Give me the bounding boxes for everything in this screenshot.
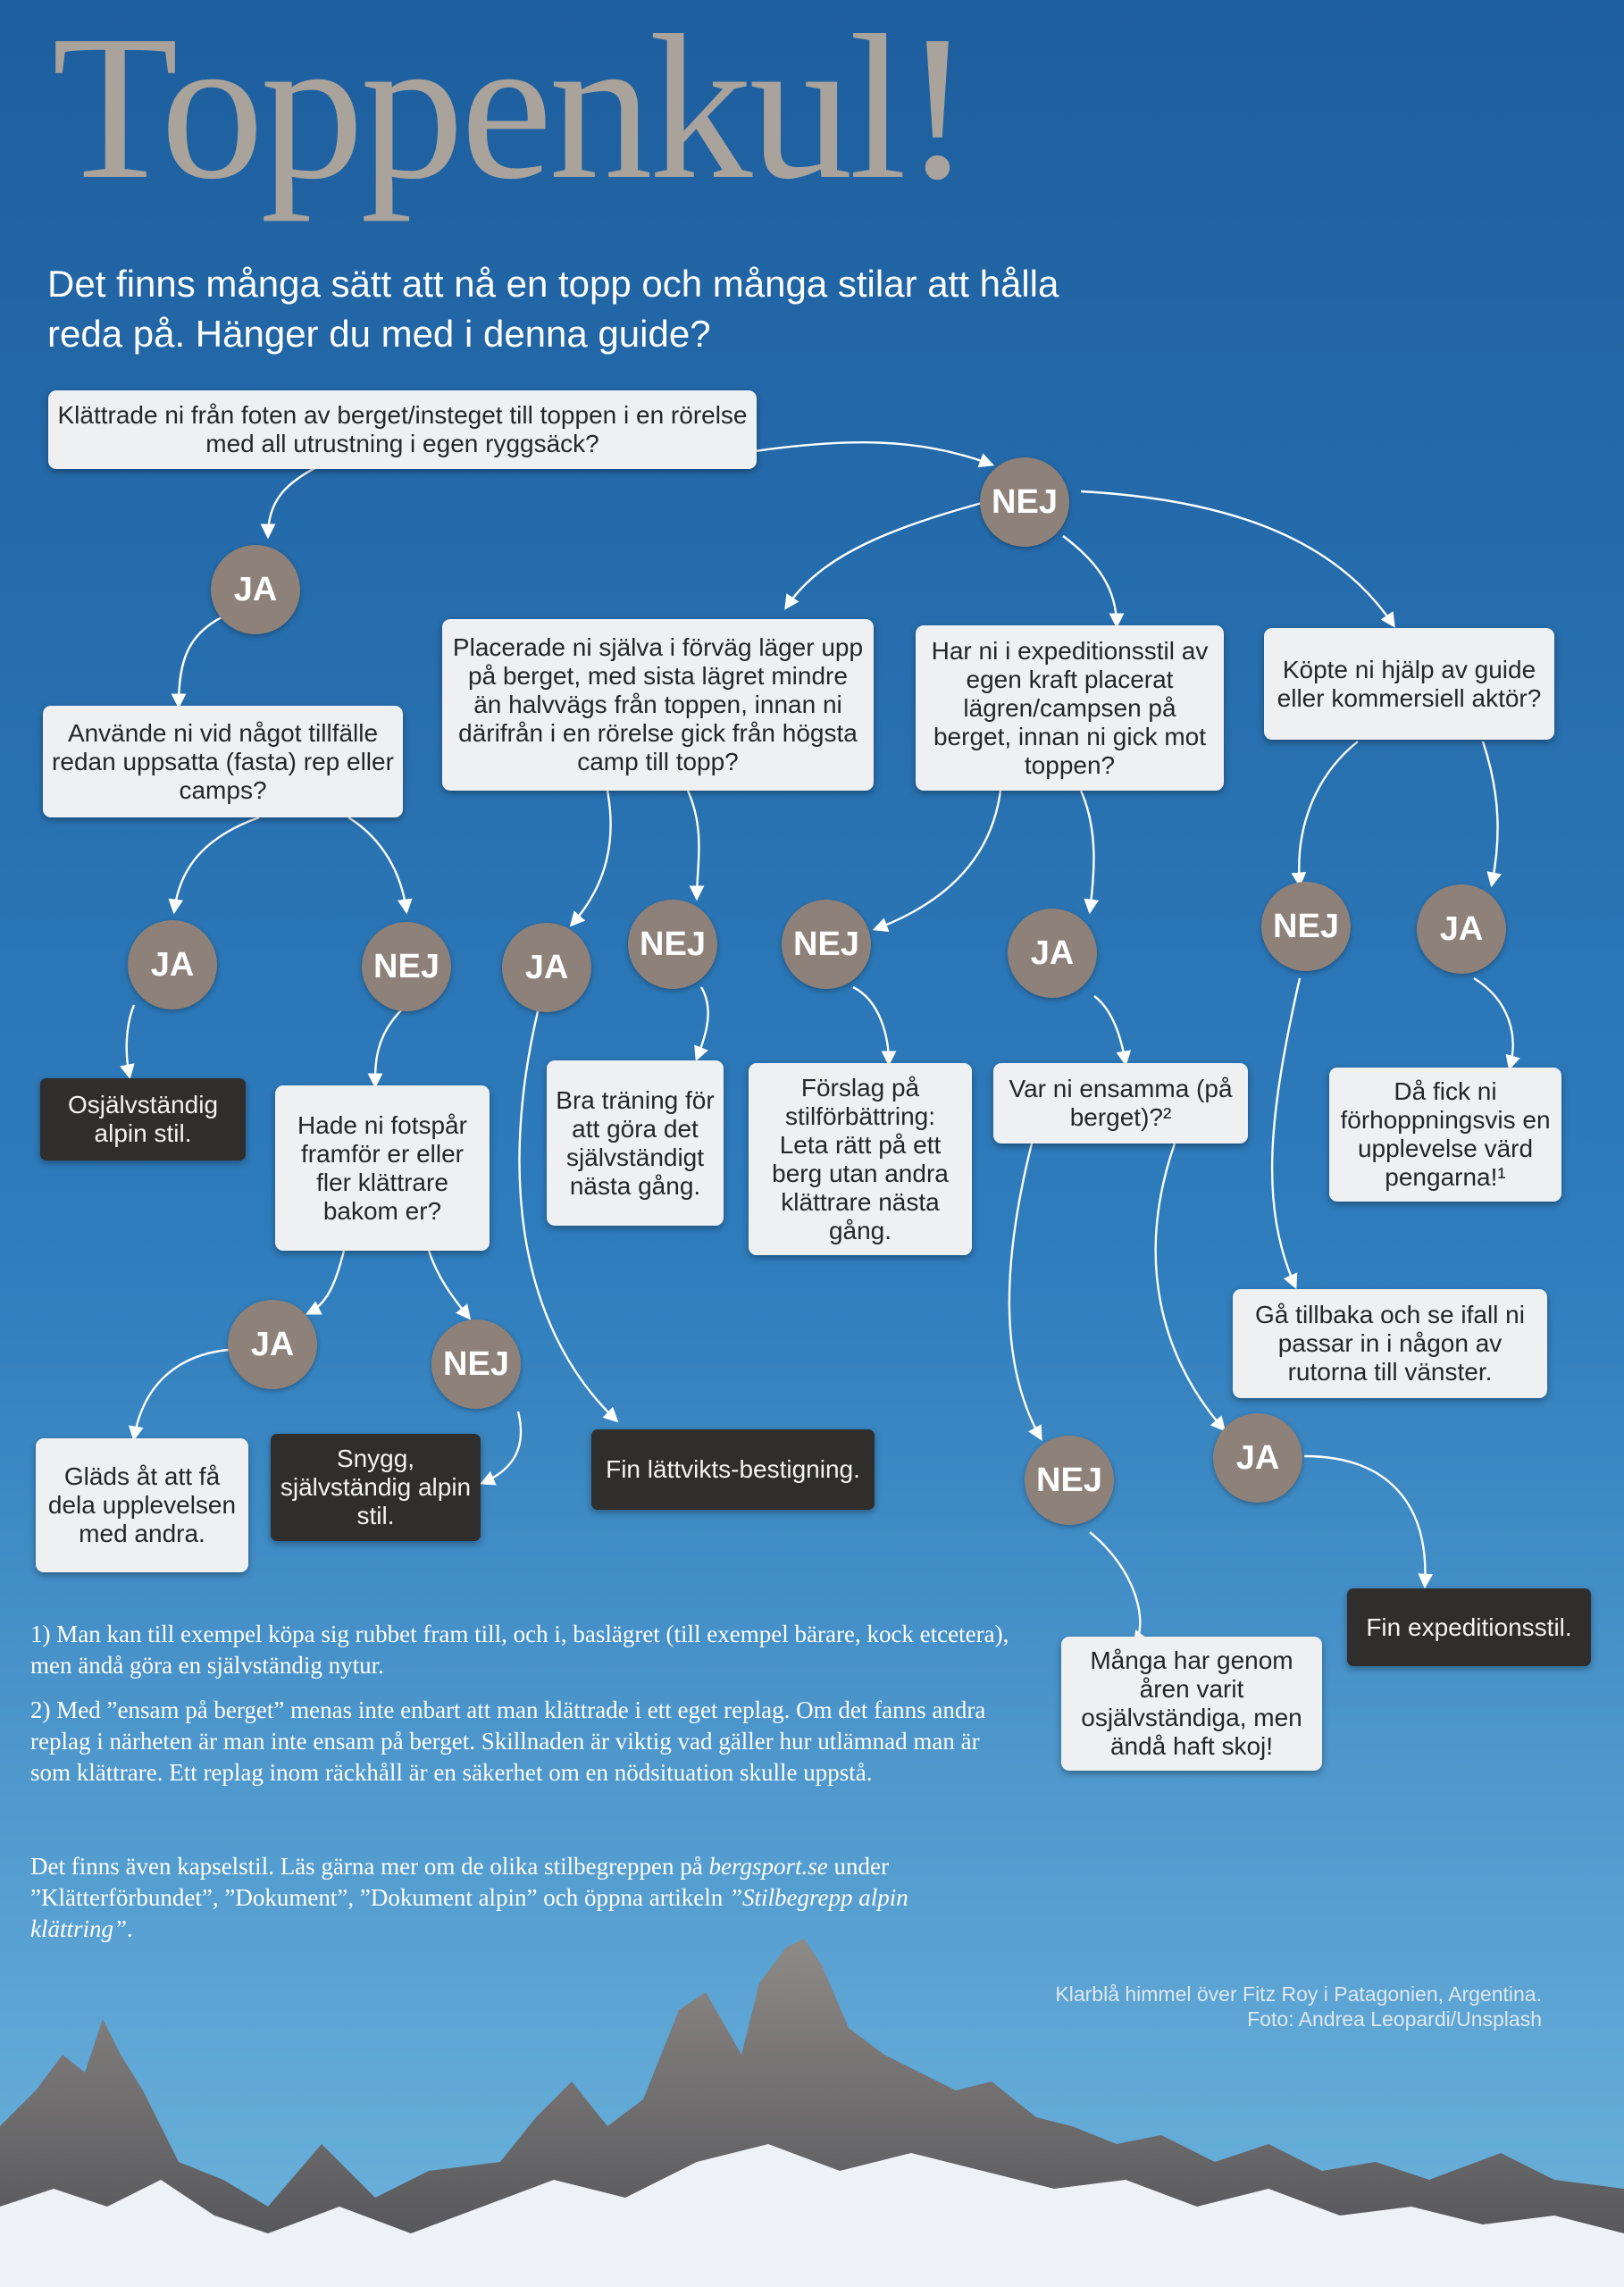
result-expedition-style: Fin expeditionsstil.	[1347, 1588, 1591, 1666]
answer-style-suggestion: Förslag på stilförbättring: Leta rätt på ett berg utan andra klättrare nästa gång.	[749, 1063, 972, 1255]
answer-share-experience: Gläds åt att få dela upplevelsen med andra.	[36, 1438, 248, 1572]
more-info-text	[30, 1851, 968, 1945]
result-lightweight-ascent: Fin lättvikts-bestigning.	[591, 1429, 875, 1510]
no-circle-fixed: NEJ	[362, 922, 451, 1011]
yes-circle-footsteps: JA	[228, 1300, 317, 1389]
question-footsteps: Hade ni fotspår framför er eller fler klättrare bakom er?	[275, 1085, 490, 1251]
yes-circle-expedition: JA	[1008, 909, 1097, 998]
no-circle-q1: NEJ	[980, 457, 1069, 547]
answer-go-back: Gå tillbaka och se ifall ni passar in i någon av rutorna till vänster.	[1233, 1289, 1547, 1398]
footnote-2: 2) Med ”ensam på berget” menas inte enbart att man klättrade i ett eget replag. Om det fanns andra replag i närheten är man inte ensam på berget. Skillnaden är viktig vad gäller hur utlämnad man är som klättrare. Ett replag inom räckhåll är en säkerhet om en nödsituation skulle uppstå.	[30, 1696, 986, 1786]
no-circle-expedition: NEJ	[782, 900, 871, 989]
result-nonindependent-alpine: Osjälvständig alpin stil.	[40, 1078, 246, 1160]
question-fixed-ropes: Använde ni vid något tillfälle redan uppsatta (fasta) rep eller camps?	[43, 706, 403, 817]
more-info-start: Det finns även kapselstil. Läs gärna mer om de olika stilbegreppen på	[30, 1853, 703, 1880]
yes-circle-camps: JA	[502, 923, 591, 1012]
question-expedition: Har ni i expeditionsstil av egen kraft placerat lägren/campsen på berget, innan ni gick mot toppen?	[916, 625, 1224, 791]
more-info-end: .	[127, 1915, 133, 1942]
yes-circle-fixed: JA	[128, 920, 217, 1009]
no-circle-footsteps: NEJ	[431, 1319, 521, 1409]
footnote-1: 1) Man kan till exempel köpa sig rubbet fram till, och i, baslägret (till exempel bärare, kock etcetera), men ändå göra en självständig nytur.	[30, 1621, 1009, 1679]
yes-circle-alone: JA	[1213, 1413, 1302, 1503]
answer-many-had-fun: Många har genom åren varit osjälvständiga, men ändå haft skoj!	[1061, 1637, 1322, 1771]
question-own-camps: Placerade ni själva i förväg läger upp på berget, med sista lägret mindre än halvvägs från toppen, innan ni därifrån i en rörelse gick från högsta camp till topp?	[442, 619, 874, 791]
no-circle-guide: NEJ	[1261, 882, 1351, 971]
photo-credit: Klarblå himmel över Fitz Roy i Patagonien, Argentina. Foto: Andrea Leopardi/Unsplash	[1055, 1982, 1542, 2031]
intro-text: Det finns många sätt att nå en topp och många stilar att hålla reda på. Hänger du med i denna guide?	[47, 263, 1059, 355]
no-circle-camps: NEJ	[628, 900, 717, 989]
yes-circle-q1: JA	[211, 545, 300, 634]
question-start: Klättrade ni från foten av berget/insteget till toppen i en rörelse med all utrustning i egen ryggsäck?	[48, 390, 757, 469]
yes-circle-guide: JA	[1417, 884, 1506, 974]
article-title: ”Stilbegrepp alpin klättring”	[30, 1884, 908, 1942]
answer-value-for-money: Då fick ni förhoppningsvis en upplevelse värd pengarna!¹	[1329, 1068, 1561, 1202]
result-nice-independent-alpine: Snygg, självständig alpin stil.	[271, 1434, 481, 1541]
bergsport-link[interactable]: bergsport.se	[708, 1853, 828, 1880]
page-title: Toppenkul!	[52, 0, 969, 222]
answer-training: Bra träning för att göra det självständigt nästa gång.	[547, 1060, 724, 1226]
question-alone: Var ni ensamma (på berget)?²	[993, 1063, 1248, 1144]
more-info-middle: under ”Klätterförbundet”, ”Dokument”, ”Dokument alpin” och öppna artikeln	[30, 1853, 890, 1911]
no-circle-alone: NEJ	[1025, 1436, 1114, 1525]
question-guide: Köpte ni hjälp av guide eller kommersiell aktör?	[1264, 628, 1554, 740]
